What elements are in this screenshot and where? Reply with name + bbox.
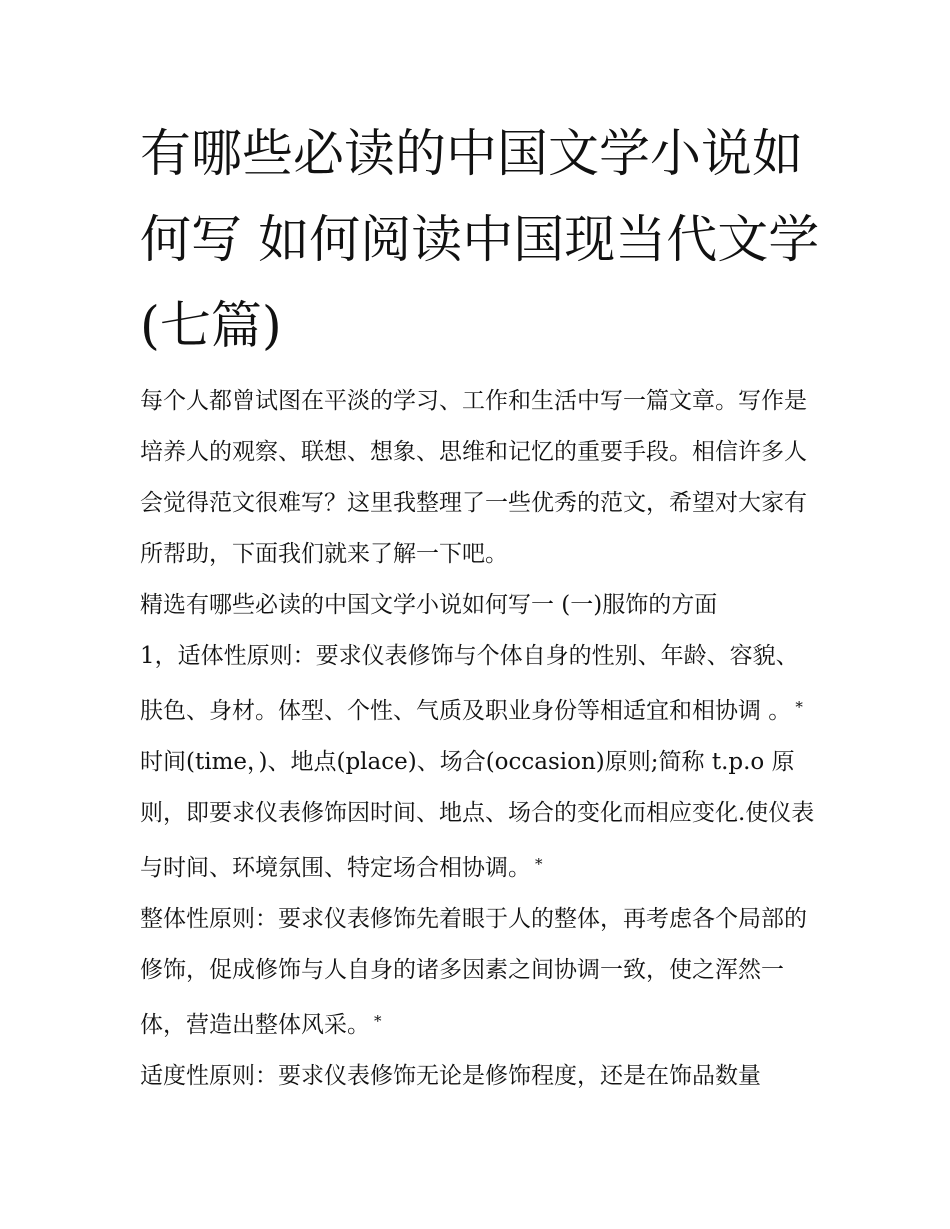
document-title: 有哪些必读的中国文学小说如何写 如何阅读中国现当代文学(七篇): [140, 125, 820, 356]
principle-moderate-text: 适度性原则：要求仪表修饰无论是修饰程度，还是在饰品数量: [140, 1063, 761, 1089]
principle-tpo-paragraph: [140, 737, 820, 894]
asterisk-mark: *: [795, 698, 803, 716]
principle-tpo-text: 时间(time，)、地点(place)、场合(occasion)原则;简称 t.p.o 原则，即要求仪表修饰因时间、地点、场合的变化而相应变化.使仪表与时间、环境氛围、特定场合相协调。: [140, 749, 815, 881]
principle-whole-text: 整体性原则：要求仪表修饰先着眼于人的整体，再考虑各个局部的修饰，促成修饰与人自身的诸多因素之间协调一致，使之浑然一体，营造出整体风采。: [140, 906, 807, 1038]
intro-paragraph: [140, 376, 820, 580]
section-heading-paragraph: [140, 580, 820, 631]
section-heading-text: 精选有哪些必读的中国文学小说如何写一 (一)服饰的方面: [140, 592, 718, 618]
principle-fit-paragraph: [140, 631, 820, 737]
asterisk-mark: *: [535, 855, 543, 873]
intro-text: 每个人都曾试图在平淡的学习、工作和生活中写一篇文章。写作是培养人的观察、联想、想象、思维和记忆的重要手段。相信许多人会觉得范文很难写？这里我整理了一些优秀的范文，希望对大家有所帮助，下面我们就来了解一下吧。: [140, 388, 807, 567]
principle-moderate-paragraph: [140, 1051, 820, 1102]
principle-whole-paragraph: [140, 894, 820, 1051]
asterisk-mark: *: [374, 1012, 382, 1030]
principle-fit-text: 1，适体性原则：要求仪表修饰与个体自身的性别、年龄、容貌、肤色、身材。体型、个性、气质及职业身份等相适宜和相协调 。: [140, 643, 799, 724]
document-page: [140, 112, 820, 1102]
